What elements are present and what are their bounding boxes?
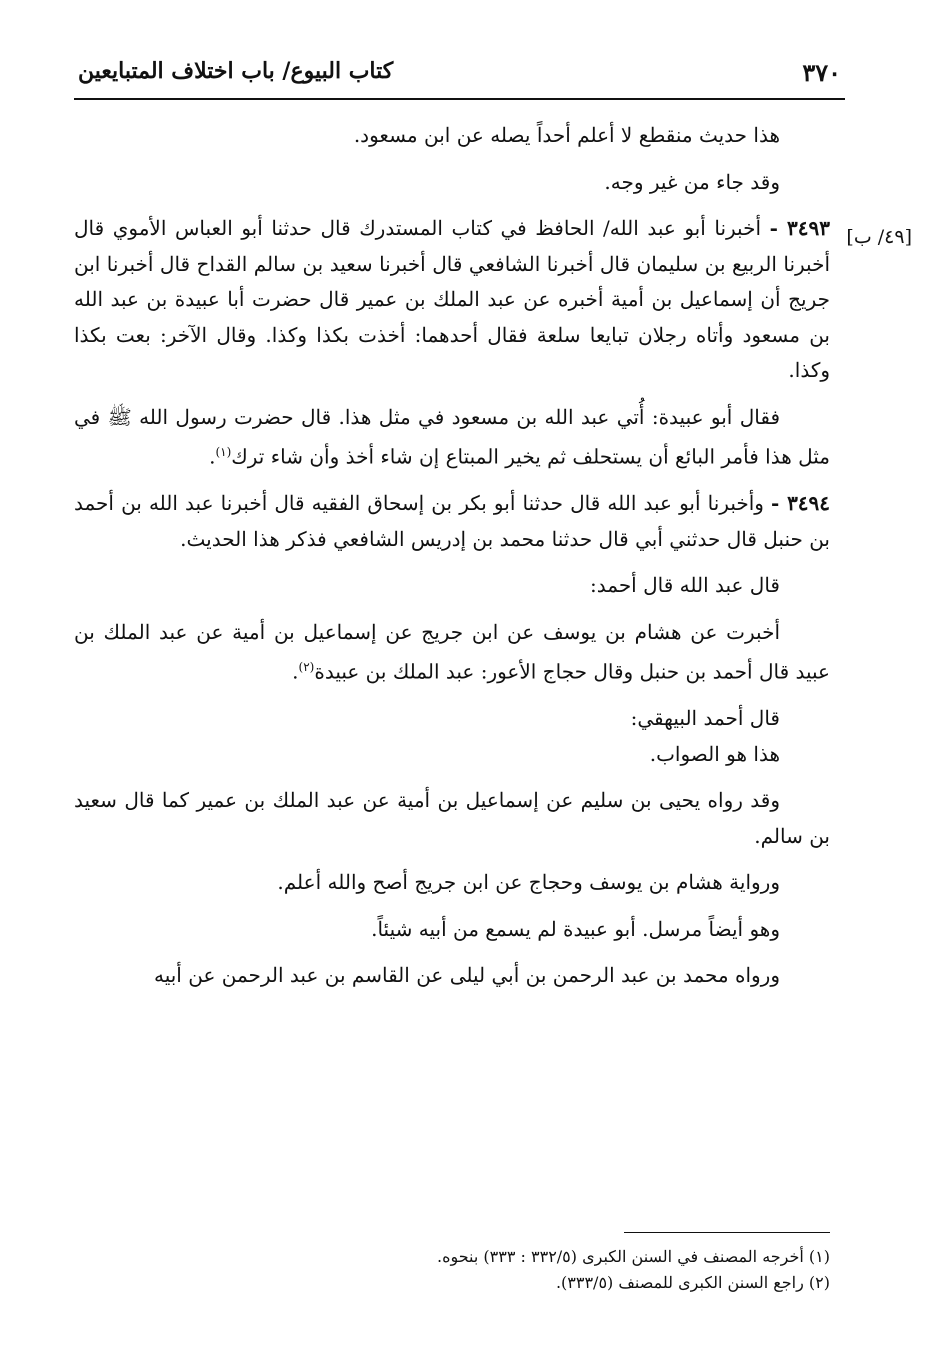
hadith-number: ٣٤٩٣ - [769,216,831,240]
running-title: كتاب البيوع/ باب اختلاف المتبايعين [78,58,394,84]
footnote: (٢) راجع السنن الكبرى للمصنف (٣٣٣/٥). [555,1273,830,1292]
period: . [292,659,299,684]
period: . [209,444,216,469]
paragraph: هذا حديث منقطع لا أعلم أحداً يصله عن ابن مسعود. [353,123,780,147]
paragraph-text: فقال أبو عبيدة: أُتي عبد الله بن مسعود في مثل هذا. قال حضرت رسول الله ﷺ في مثل هذا فأمر البائع أن يستحلف ثم يخير المبتاع إن شاء أخذ وأن شاء ترك [74,404,830,469]
paragraph: قال أحمد البيهقي: [630,706,780,731]
manuscript-folio-ref: [٤٩/ ب] [846,226,912,248]
paragraph [74,400,830,476]
page-number: ٣٧٠ [802,58,841,87]
paragraph [74,615,830,691]
paragraph: قال عبد الله قال أحمد: [590,573,780,598]
paragraph: ورواه محمد بن عبد الرحمن بن أبي ليلى عن القاسم بن عبد الرحمن عن أبيه [153,963,780,988]
footnote: (١) أخرجه المصنف في السنن الكبرى (٣٣٢/٥ : ٣٣٣) بنحوه. [436,1247,830,1266]
hadith-paragraph [74,211,830,389]
paragraph-text: وأخبرنا أبو عبد الله قال حدثنا أبو بكر بن إسحاق الفقيه قال أخبرنا عبد الله بن أحمد بن حنبل قال حدثني أبي قال حدثنا محمد بن إدريس الشافعي فذكر هذا الحديث. [74,491,830,551]
hadith-number: ٣٤٩٤ - [771,491,831,516]
page-header [74,52,845,100]
paragraph-text: أخبرت عن هشام بن يوسف عن ابن جريج عن إسماعيل بن أمية عن عبد الملك بن عبيد قال أحمد بن حنبل وقال حجاج الأعور: عبد الملك بن عبيدة [74,619,830,684]
footnote-marker: (١) [215,445,232,459]
footnote-marker: (٢) [298,660,315,675]
hadith-paragraph [74,486,830,557]
footnote-separator [624,1232,830,1233]
paragraph: وقد جاء من غير وجه. [604,169,780,194]
paragraph: وهو أيضاً مرسل. أبو عبيدة لم يسمع من أبيه شيئاً. [371,916,780,941]
paragraph: وقد رواه يحيى بن سليم عن إسماعيل بن أمية عن عبد الملك بن عمير كما قال سعيد بن سالم. [74,788,830,848]
paragraph: هذا هو الصواب. [649,741,780,766]
paragraph: ورواية هشام بن يوسف وحجاج عن ابن جريج أصح والله أعلم. [277,870,780,895]
footnotes [74,1244,830,1296]
paragraph-text: أخبرنا أبو عبد الله/ الحافظ في كتاب المستدرك قال حدثنا أبو العباس الأموي قال أخبرنا الربيع بن سليمان قال أخبرنا الشافعي قال أخبرنا سعيد بن سالم القداح قال أخبرنا ابن جريج أن إسماعيل بن أمية أخبره عن عبد الملك بن عمير قال حضرت أبا عبيدة بن عبد الله بن مسعود وأتاه رجلان تبايعا سلعة فقال أحدهما: أخذت بكذا وكذا. وقال الآخر: بعت بكذا وكذا. [74,216,830,382]
main-text [74,118,830,1005]
